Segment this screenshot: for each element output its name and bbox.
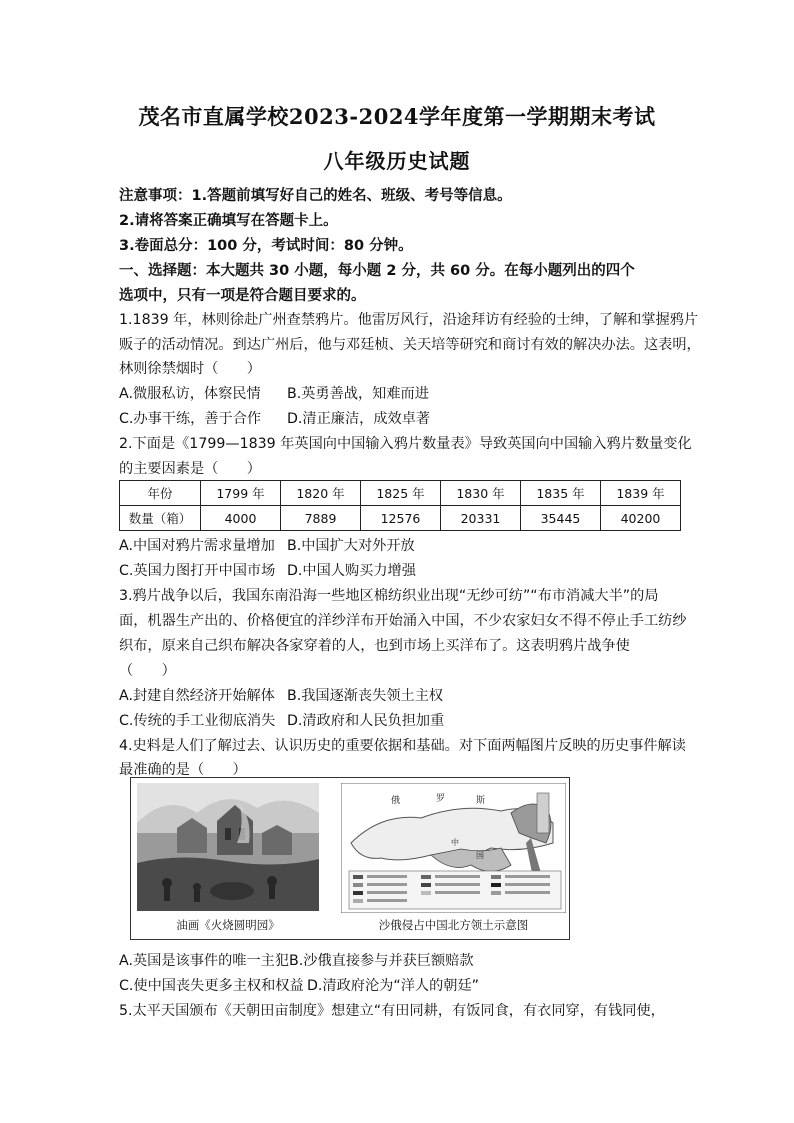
q3-options-row-2 <box>119 710 444 730</box>
q2-option-b: B.中国扩大对外开放 <box>287 538 415 554</box>
q1-options-row-1 <box>119 383 429 403</box>
table-value-cell: 4000 <box>201 506 281 531</box>
q4-line-2: 最准确的是（ ） <box>119 762 247 778</box>
q3-option-d: D.清政府和人民负担加重 <box>287 713 445 729</box>
table-row <box>120 506 681 531</box>
table-value-cell: 40200 <box>601 506 681 531</box>
q3-line-2: 面，机器生产出的、价格便宜的洋纱洋布开始涌入中国，不少农家妇女不得不停止手工纺纱 <box>119 613 687 629</box>
q4-line-1: 4.史料是人们了解过去、认识历史的重要依据和基础。对下面两幅图片反映的历史事件解读 <box>119 738 686 754</box>
q1-options-row-2 <box>119 408 430 428</box>
exam-subtitle: 八年级历史试题 <box>323 149 471 173</box>
q1-option-a: A.微服私访，体察民情 <box>119 386 261 402</box>
map-label: 斯 <box>476 796 486 806</box>
q1-line-2: 贩子的活动情况。到达广州后，他与邓廷桢、关天培等研究和商讨有效的解决办法。这表明， <box>119 337 701 353</box>
table-value-cell: 35445 <box>521 506 601 531</box>
map-label: 国 <box>476 851 484 860</box>
table-value-cell: 12576 <box>361 506 441 531</box>
painting-caption: 油画《火烧圆明园》 <box>176 918 280 932</box>
section-instruction-1: 一、选择题：本大题共 30 小题，每小题 2 分，共 60 分。在每小题列出的四个 <box>119 263 635 279</box>
q1-option-b: B.英勇善战，知难而进 <box>287 386 429 402</box>
q2-option-a: A.中国对鸦片需求量增加 <box>119 538 275 554</box>
q3-option-b: B.我国逐渐丧失领土主权 <box>287 688 444 704</box>
q1-line-1: 1.1839 年，林则徐赴广州查禁鸦片。他雷厉风行，沿途拜访有经验的士绅，了解和掌握鸦片 <box>119 312 699 328</box>
table-year-cell: 1835 年 <box>521 481 601 506</box>
painting-burning-yuanmingyuan-image <box>137 783 319 911</box>
q1-option-d: D.清正廉洁，成效卓著 <box>287 411 431 427</box>
map-russia-occupation-image <box>341 783 566 913</box>
q1-line-3: 林则徐禁烟时（ ） <box>119 361 261 377</box>
section-instruction-2: 选项中，只有一项是符合题目要求的。 <box>119 288 366 304</box>
table-year-cell: 1825 年 <box>361 481 441 506</box>
q4-options-row-2 <box>119 975 479 995</box>
table-year-cell: 1820 年 <box>281 481 361 506</box>
q4-options-row-1 <box>119 950 474 970</box>
q2-line-1: 2.下面是《1799—1839 年英国向中国输入鸦片数量表》导致英国向中国输入鸦片数量变化 <box>119 436 692 452</box>
q4-option-d: D.清政府沦为“洋人的朝廷” <box>307 978 480 994</box>
notice-line-2: 2.请将答案正确填写在答题卡上。 <box>119 213 338 229</box>
q4-option-b: B.沙俄直接参与并获巨额赔款 <box>289 953 474 969</box>
q2-options-row-2 <box>119 560 416 580</box>
map-label: 俄 <box>391 796 401 806</box>
exam-title: 茂名市直属学校2023-2024学年度第一学期期末考试 <box>138 104 656 129</box>
q4-figures-box <box>130 777 570 940</box>
q3-options-row-1 <box>119 685 443 705</box>
q2-option-c: C.英国力图打开中国市场 <box>119 563 276 579</box>
table-value-cell: 20331 <box>441 506 521 531</box>
q1-option-c: C.办事干练，善于合作 <box>119 411 262 427</box>
q3-line-1: 3.鸦片战争以后，我国东南沿海一些地区棉纺织业出现“无纱可纺”“布市消减大半”的局 <box>119 588 659 604</box>
q2-option-d: D.中国人购买力增强 <box>287 563 416 579</box>
table-row-label: 数量（箱） <box>120 506 201 531</box>
notice-line-1: 注意事项：1.答题前填写好自己的姓名、班级、考号等信息。 <box>119 188 512 204</box>
notice-line-3: 3.卷面总分：100 分，考试时间：80 分钟。 <box>119 238 413 254</box>
table-row <box>120 481 681 506</box>
q4-option-c: C.使中国丧失更多主权和权益 <box>119 978 304 994</box>
map-caption: 沙俄侵占中国北方领土示意图 <box>378 918 529 932</box>
table-year-cell: 1799 年 <box>201 481 281 506</box>
q3-option-c: C.传统的手工业彻底消失 <box>119 713 276 729</box>
q3-line-3: 织布，原来自己织布解决各家穿着的人，也到市场上买洋布了。这表明鸦片战争使 <box>119 638 630 654</box>
q5-line-1: 5.太平天国颁布《天朝田亩制度》想建立“有田同耕，有饭同食，有衣同穿，有钱同使， <box>119 1003 665 1019</box>
q2-line-2: 的主要因素是（ ） <box>119 461 261 477</box>
map-label: 罗 <box>436 794 446 804</box>
map-label: 中 <box>451 838 459 847</box>
table-header-label: 年份 <box>120 481 201 506</box>
q3-line-4: （ ） <box>119 663 176 679</box>
opium-import-table <box>119 480 681 531</box>
q3-option-a: A.封建自然经济开始解体 <box>119 688 275 704</box>
q2-options-row-1 <box>119 535 415 555</box>
table-year-cell: 1839 年 <box>601 481 681 506</box>
table-year-cell: 1830 年 <box>441 481 521 506</box>
q4-option-a: A.英国是该事件的唯一主犯 <box>119 953 290 969</box>
table-value-cell: 7889 <box>281 506 361 531</box>
